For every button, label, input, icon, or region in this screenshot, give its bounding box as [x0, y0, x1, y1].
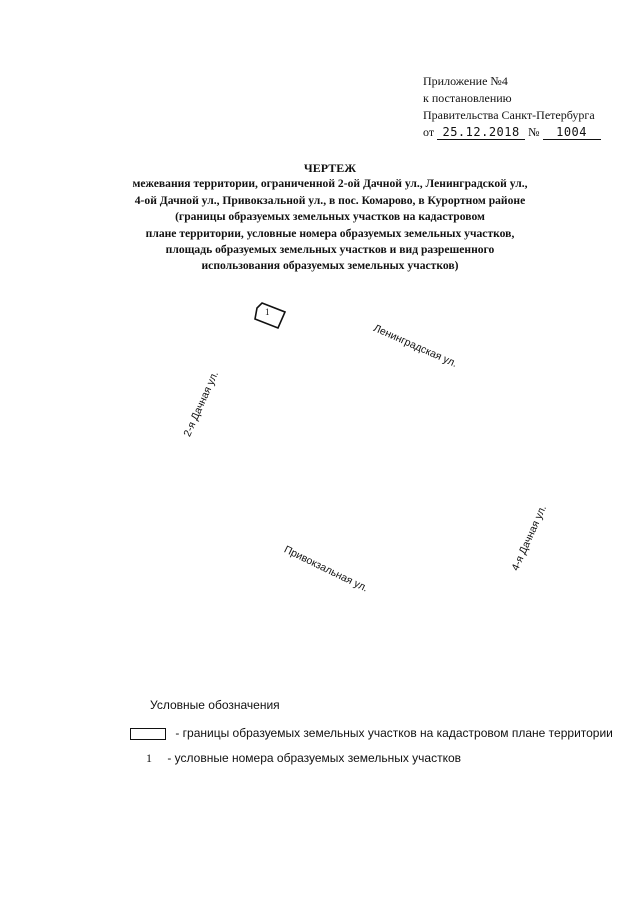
legend-number-symbol: 1	[146, 751, 152, 765]
resolution-number: 1004	[543, 126, 601, 140]
legend-title: Условные обозначения	[150, 698, 280, 712]
street-label-leningradskaya: Ленинградская ул.	[371, 322, 459, 370]
legend-boundary-text: - границы образуемых земельных участков на кадастровом плане территории	[175, 726, 613, 740]
title-line: (границы образуемых земельных участков на кадастровом	[175, 210, 485, 224]
street-label-2-dachnaya: 2-я Дачная ул.	[181, 369, 222, 439]
legend-item-boundary	[130, 726, 613, 740]
number-prefix: №	[528, 125, 540, 139]
appendix-line-2: к постановлению	[423, 91, 512, 105]
appendix-block	[423, 73, 628, 141]
boundary-rectangle-icon	[130, 728, 166, 740]
title-line: плане территории, условные номера образуемых земельных участков,	[145, 226, 515, 240]
street-label-4-dachnaya: 4-я Дачная ул.	[509, 503, 550, 573]
appendix-date-line	[423, 124, 628, 141]
legend-item-number	[146, 751, 461, 766]
plot-number-label: 1	[265, 307, 270, 317]
title-heading: ЧЕРТЕЖ	[303, 161, 357, 175]
legend-number-text: - условные номера образуемых земельных участков	[167, 751, 462, 765]
appendix-line-1: Приложение №4	[423, 74, 508, 88]
title-line: 4-ой Дачной ул., Привокзальной ул., в пос. Комарово, в Курортном районе	[134, 193, 526, 207]
date-prefix: от	[423, 125, 435, 139]
appendix-line-3: Правительства Санкт-Петербурга	[423, 108, 595, 122]
street-label-privokzalnaya: Привокзальная ул.	[282, 543, 370, 595]
drawing-title	[80, 160, 580, 275]
title-line: межевания территории, ограниченной 2-ой Дачной ул., Ленинградской ул.,	[132, 177, 528, 191]
title-line: использования образуемых земельных участков)	[201, 259, 459, 273]
plot-boundary-symbol	[253, 302, 287, 330]
resolution-date: 25.12.2018	[437, 126, 525, 140]
title-line: площадь образуемых земельных участков и вид разрешенного	[165, 243, 495, 257]
